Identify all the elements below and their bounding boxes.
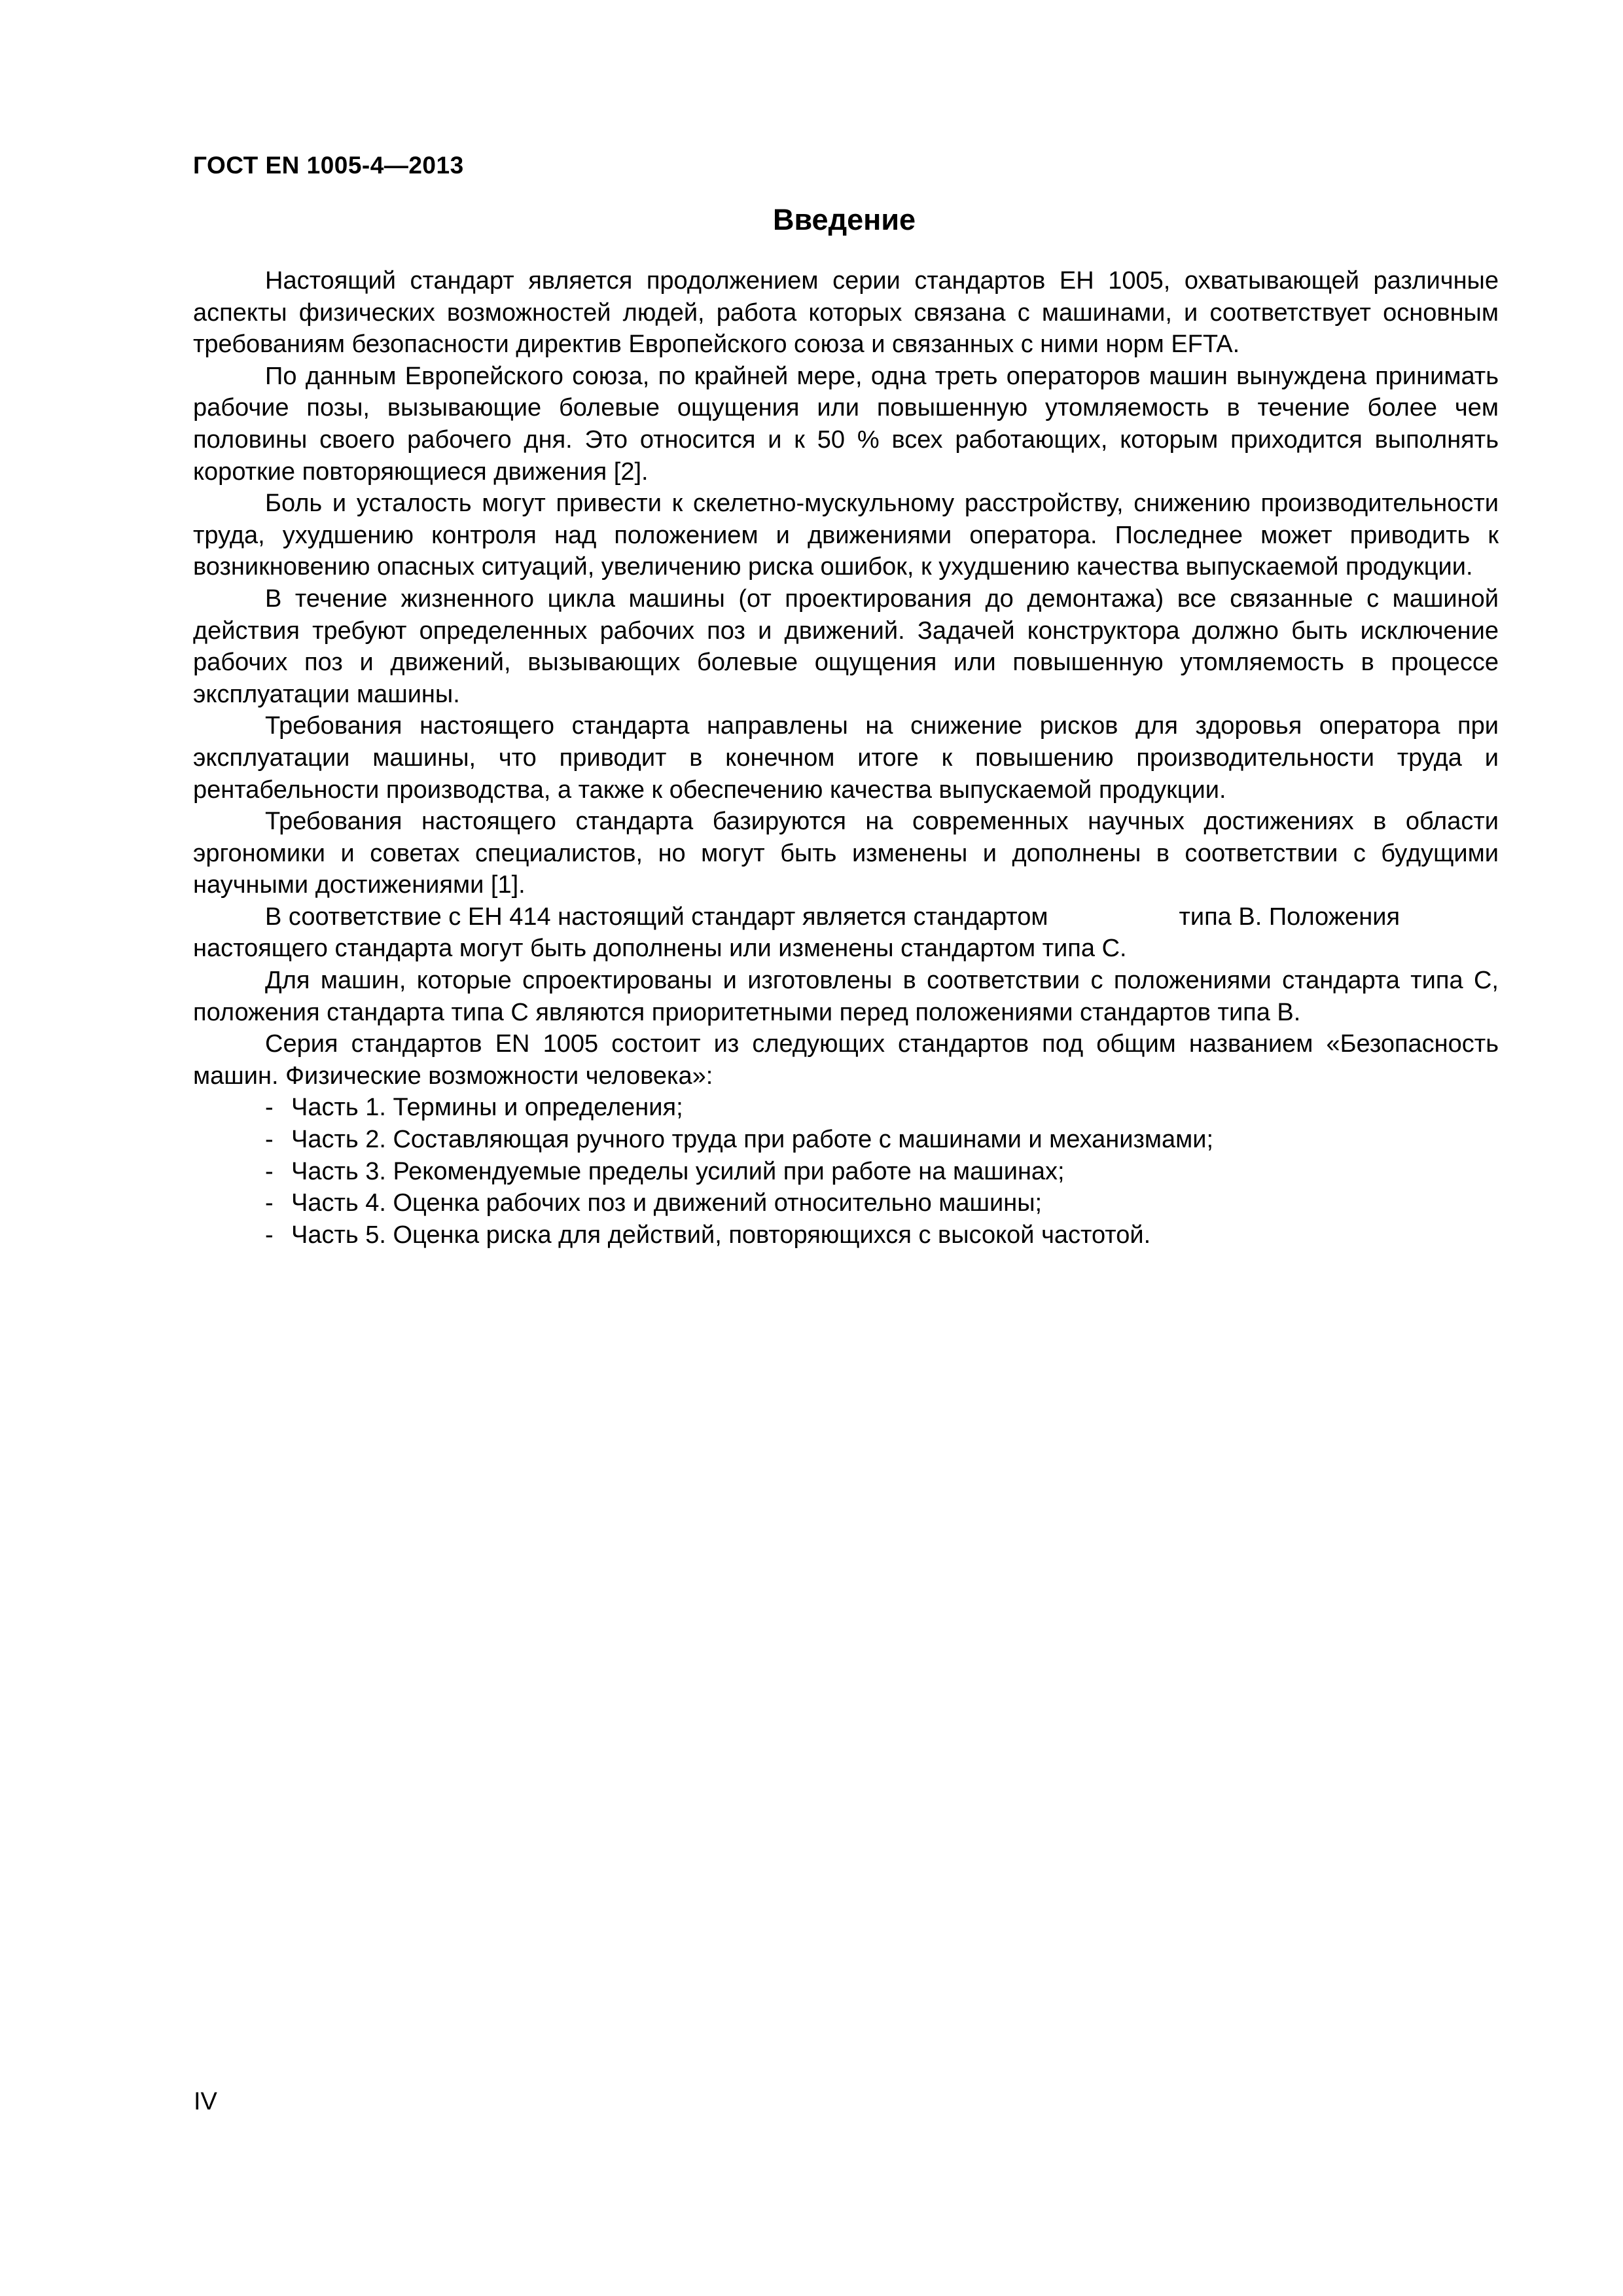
paragraph: Требования настоящего стандарта направлены на снижение рисков для здоровья оператора при эксплуатации машины, что приводит в конечном итоге к повышению производительности труда и рентабельности производства, а также к обеспечению качества выпускаемой продукции. — [193, 712, 1499, 804]
list-marker: - — [265, 1189, 274, 1217]
list-marker: - — [265, 1126, 274, 1154]
list-item — [265, 1219, 1499, 1251]
paragraph-standard-type-part2: типа В. Положения настоящего стандарта могут быть дополнены или изменены стандартом типа С. — [193, 903, 1400, 963]
list-item-text: Часть 3. Рекомендуемые пределы усилий при работе на машинах; — [291, 1157, 1065, 1185]
document-header: ГОСТ EN 1005-4—2013 — [193, 152, 464, 179]
list-marker: - — [265, 1094, 274, 1122]
document-body — [193, 265, 1499, 1251]
list-item-text: Часть 2. Составляющая ручного труда при работе с машинами и механизмами; — [291, 1126, 1214, 1154]
paragraph: Настоящий стандарт является продолжением серии стандартов ЕН 1005, охватывающей различные аспекты физических возможностей людей, работа которых связана с машинами, и соответствует основным требованиям безопасности директив Европейского союза и связанных с ними норм EFTA. — [193, 267, 1499, 359]
paragraph: Серия стандартов EN 1005 состоит из следующих стандартов под общим названием «Безопасность машин. Физические возможности человека»: — [193, 1030, 1499, 1090]
list-item — [265, 1156, 1499, 1188]
paragraph: Боль и усталость могут привести к скелетно-мускульному расстройству, снижению производительности труда, ухудшению контроля над положением и движениями оператора. Последнее может приводить к возникновению опасных ситуаций, увеличению риска ошибок, к ухудшению качества выпускаемой продукции. — [193, 490, 1499, 581]
list-item — [265, 1124, 1499, 1156]
paragraph: В течение жизненного цикла машины (от проектирования до демонтажа) все связанные с машиной действия требуют определенных рабочих поз и движений. Задачей конструктора должно быть исключение рабочих поз и движений, вызывающих болевые ощущения или повышенную утомляемость в процессе эксплуатации машины. — [193, 584, 1499, 708]
parts-list — [193, 1092, 1499, 1251]
list-item — [265, 1092, 1499, 1124]
list-marker: - — [265, 1157, 274, 1185]
list-marker: - — [265, 1221, 274, 1249]
list-item-text: Часть 1. Термины и определения; — [291, 1094, 683, 1122]
list-item-text: Часть 4. Оценка рабочих поз и движений относительно машины; — [291, 1189, 1043, 1217]
paragraph-standard-type-part1: В соответствие с ЕН 414 настоящий стандарт является стандартом — [265, 903, 1048, 931]
page-number: IV — [194, 2088, 217, 2115]
paragraph: Требования настоящего стандарта базируются на современных научных достижениях в области эргономики и советах специалистов, но могут быть изменены и дополнены в соответствии с будущими научными достижениями [1]. — [193, 808, 1499, 899]
paragraph: Для машин, которые спроектированы и изготовлены в соответствии с положениями стандарта типа С, положения стандарта типа С являются приоритетными перед положениями стандартов типа В. — [193, 967, 1499, 1026]
paragraph-standard-type — [193, 901, 1499, 965]
list-item-text: Часть 5. Оценка риска для действий, повторяющихся с высокой частотой. — [291, 1221, 1151, 1249]
paragraph: По данным Европейского союза, по крайней мере, одна треть операторов машин вынуждена принимать рабочие позы, вызывающие болевые ощущения или повышенную утомляемость в течение более чем половины своего рабочего дня. Это относится и к 50 % всех работающих, которым приходится выполнять короткие повторяющиеся движения [2]. — [193, 362, 1499, 486]
list-item — [265, 1187, 1499, 1219]
section-title: Введение — [772, 203, 916, 236]
